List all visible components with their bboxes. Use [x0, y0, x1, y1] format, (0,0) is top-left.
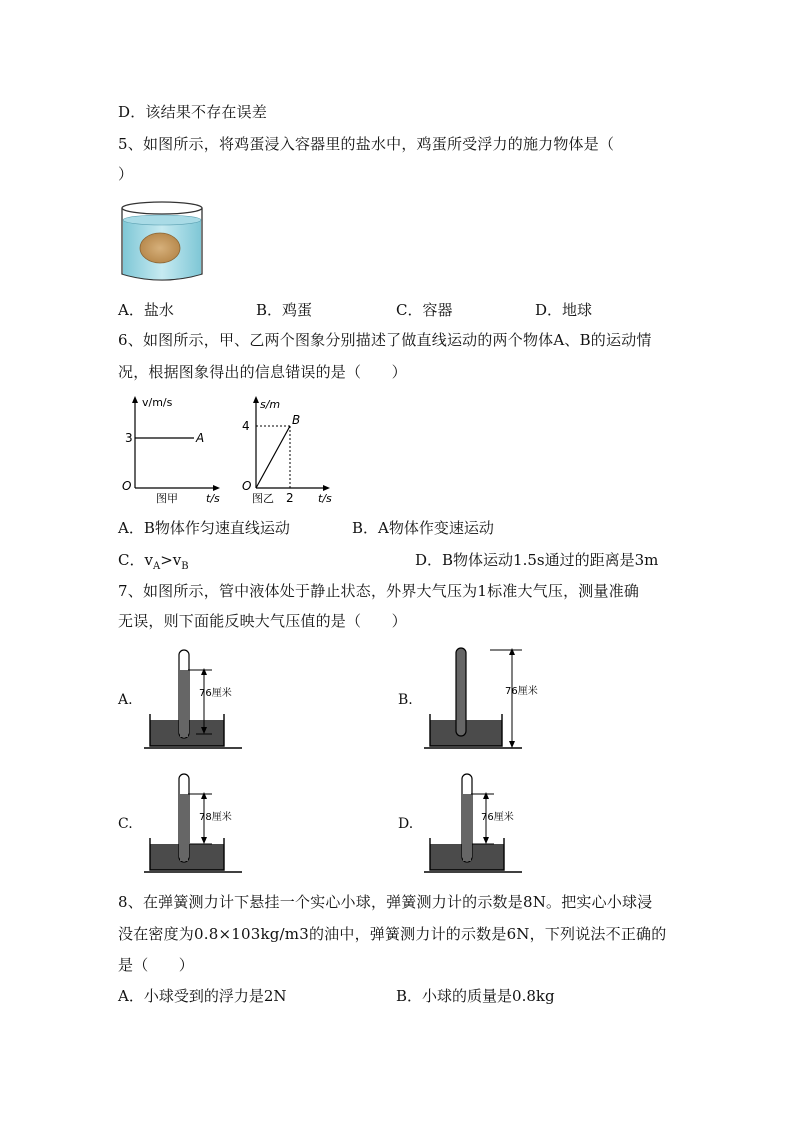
q6-option-a: A．B物体作匀速直线运动 [118, 519, 290, 537]
q8-option-b: B．小球的质量是0.8kg [396, 987, 555, 1005]
q8-stem-line2: 没在密度为0.8×103kg/m3的油中，弹簧测力计的示数是6N，下列说法不正确的 [118, 925, 667, 943]
barometer-figure-d [424, 772, 532, 876]
q5-option-d: D．地球 [535, 301, 593, 319]
q4-option-d: D．该结果不存在误差 [118, 103, 268, 121]
graph-a-xlabel: t/s [206, 492, 220, 505]
distance-time-graph [238, 392, 338, 508]
graph-b-caption: 图乙 [252, 492, 274, 505]
q6-option-c: C．$v_A>v_B$ [118, 551, 189, 572]
series-b-line [256, 426, 290, 488]
graph-b-ytick: 4 [242, 419, 250, 433]
q5-option-b: B．鸡蛋 [256, 301, 313, 319]
graph-a-caption: 图甲 [156, 492, 178, 505]
q7-stem-line2: 无误，则下面能反映大气压值的是（ ） [118, 612, 407, 630]
graph-a-origin: O [122, 479, 132, 493]
q8-stem-line1: 8、在弹簧测力计下悬挂一个实心小球，弹簧测力计的示数是8N。把实心小球浸 [118, 893, 653, 911]
q7-stem-line1: 7、如图所示，管中液体处于静止状态，外界大气压为1标准大气压，测量准确 [118, 582, 640, 600]
q6-option-d: D．B物体运动1.5s通过的距离是3m [415, 551, 659, 569]
barometer-a-measure: 76厘米 [199, 688, 232, 699]
barometer-c-measure: 78厘米 [199, 812, 232, 823]
barometer-d-measure: 76厘米 [481, 812, 514, 823]
q6-option-b: B．A物体作变速运动 [352, 519, 494, 537]
graph-a-ylabel: v/m/s [142, 396, 173, 409]
q7-option-d-letter: D. [398, 816, 414, 832]
q5-option-a: A．盐水 [118, 301, 174, 319]
q6-stem-line2: 况，根据图象得出的信息错误的是（ ） [118, 363, 407, 381]
q8-option-a: A．小球受到的浮力是2N [118, 987, 287, 1005]
graph-a-ytick: 3 [125, 431, 133, 445]
graph-b-origin: O [242, 479, 252, 493]
barometer-b-measure: 76厘米 [505, 686, 538, 697]
graph-b-series-label: B [292, 413, 301, 427]
q7-option-c-letter: C. [118, 816, 133, 832]
barometer-figure-a [144, 648, 252, 752]
graph-b-xlabel: t/s [318, 492, 332, 505]
egg-in-container-figure [116, 194, 208, 286]
barometer-figure-b [424, 646, 554, 752]
barometer-figure-c [144, 772, 252, 876]
q5-option-c: C．容器 [396, 301, 453, 319]
q5-stem-line2: ） [118, 165, 134, 183]
graph-b-ylabel: s/m [260, 398, 281, 411]
q5-stem-line1: 5、如图所示，将鸡蛋浸入容器里的盐水中，鸡蛋所受浮力的施力物体是（ [118, 135, 615, 153]
velocity-time-graph [116, 392, 226, 508]
graph-a-series-label: A [196, 431, 205, 445]
q8-stem-line3: 是（ ） [118, 956, 195, 974]
q7-option-b-letter: B. [398, 692, 413, 708]
graph-b-xtick: 2 [286, 491, 294, 505]
q7-option-a-letter: A. [118, 692, 133, 708]
q6-stem-line1: 6、如图所示，甲、乙两个图象分别描述了做直线运动的两个物体A、B的运动情 [118, 331, 652, 349]
